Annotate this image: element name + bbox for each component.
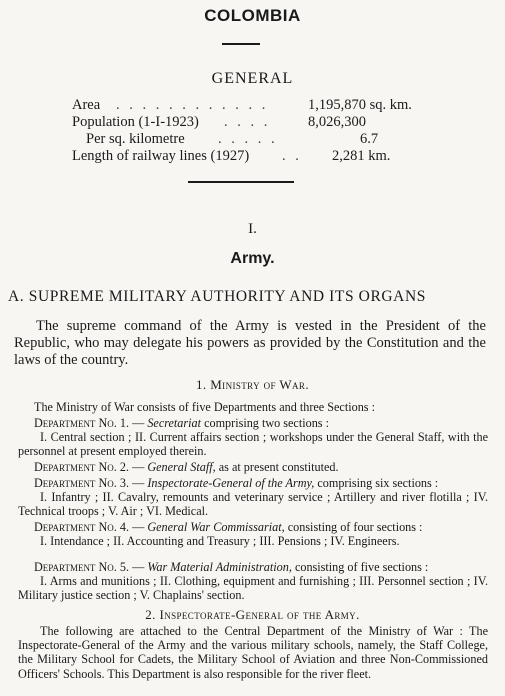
department-3-sections-text: I. Infantry ; II. Cavalry, remounts and veterinary service ; Artillery and river flotilla ; IV. Technical troops ; V. Air ; VI. Medical. bbox=[18, 490, 488, 519]
leader-dots: . . bbox=[282, 148, 302, 164]
stats-table bbox=[72, 97, 432, 165]
department-5-label: Department No. 5. bbox=[34, 560, 130, 574]
department-1-line: Department No. 1. — Secretariat comprising two sections : bbox=[34, 416, 329, 430]
department-3 bbox=[18, 476, 488, 519]
department-3-sections bbox=[18, 490, 488, 518]
department-1-rest: comprising two sections : bbox=[204, 416, 329, 430]
general-heading: GENERAL bbox=[211, 70, 294, 87]
department-1 bbox=[18, 416, 488, 459]
department-4-rest: consisting of four sections : bbox=[287, 520, 423, 534]
department-4-label: Department No. 4. bbox=[34, 520, 130, 534]
stat-row-population bbox=[72, 114, 432, 131]
ministry-intro bbox=[34, 400, 474, 414]
stat-row-railway bbox=[72, 148, 432, 165]
chapter-number: I. bbox=[248, 221, 257, 237]
ministry-intro-text: The Ministry of War consists of five Departments and three Sections : bbox=[34, 400, 375, 414]
inspectorate-heading: 2. Inspectorate-General of the Army. bbox=[145, 607, 360, 622]
department-2-name: General Staff, bbox=[147, 460, 216, 474]
leader-dots: . . . . . bbox=[218, 131, 278, 147]
department-3-rest: comprising six sections : bbox=[317, 476, 439, 490]
department-5-sections bbox=[18, 574, 488, 602]
stat-value: 8,026,300 bbox=[308, 114, 366, 130]
department-5-line: Department No. 5. — War Material Administration, consisting of five sections : bbox=[34, 560, 429, 574]
leader-dots: . . . . bbox=[224, 114, 271, 130]
department-4-line: Department No. 4. — General War Commissariat, consisting of four sections : bbox=[34, 520, 423, 534]
department-4-sections bbox=[18, 534, 488, 548]
department-1-name: Secretariat bbox=[147, 416, 202, 430]
department-3-line: Department No. 3. — Inspectorate-General of the Army, comprising six sections : bbox=[34, 476, 439, 490]
country-title: COLOMBIA bbox=[204, 6, 301, 25]
department-1-label: Department No. 1. bbox=[34, 416, 130, 430]
stat-value: 6.7 bbox=[360, 131, 379, 147]
ministry-heading: 1. Ministry of War. bbox=[196, 377, 309, 392]
department-5-rest: consisting of five sections : bbox=[294, 560, 429, 574]
section-a-heading: A. SUPREME MILITARY AUTHORITY AND ITS ORGANS bbox=[8, 288, 426, 305]
department-4 bbox=[18, 520, 488, 548]
stat-label: Length of railway lines (1927) bbox=[72, 148, 250, 164]
department-3-name: Inspectorate-General of the Army, bbox=[147, 476, 315, 490]
department-2-label: Department No. 2. bbox=[34, 460, 130, 474]
department-2-rest: as at present constituted. bbox=[218, 460, 339, 474]
department-4-name: General War Commissariat, bbox=[147, 520, 285, 534]
leader-dots: . . . . . . . . . . . . bbox=[116, 97, 269, 113]
stat-value: 2,281 km. bbox=[332, 148, 391, 164]
department-5-name: War Material Administration, bbox=[147, 560, 292, 574]
department-1-sections bbox=[18, 430, 488, 458]
stat-row-area bbox=[72, 97, 432, 114]
department-1-sections-text: I. Central section ; II. Current affairs section ; workshops under the General Staff, with the personnel at present employed therein. bbox=[18, 430, 488, 459]
department-3-label: Department No. 3. bbox=[34, 476, 130, 490]
stat-label: Population (1-I-1923) bbox=[72, 114, 199, 130]
section-a-text: The supreme command of the Army is vested in the President of the Republic, who may delegate his powers as provided by the Constitution and the laws of the country. bbox=[14, 318, 486, 368]
stat-label: Area bbox=[72, 97, 101, 113]
stat-label: Per sq. kilometre bbox=[86, 131, 185, 147]
chapter-title: Army. bbox=[230, 250, 275, 267]
department-2: Department No. 2. — General Staff, as at present constituted. bbox=[34, 460, 339, 474]
inspectorate-paragraph bbox=[18, 624, 488, 681]
general-rule bbox=[188, 181, 294, 183]
stat-row-density bbox=[72, 131, 432, 148]
inspectorate-text: The following are attached to the Central Department of the Ministry of War : The Inspectorate-General of the Army and the various military schools, namely, the Staff College, the Military School for Cadets, the Military School of Aviation and three Non-Commissioned Officers' Schools. This Department is also responsible for the river fleet. bbox=[18, 624, 488, 681]
stat-value: 1,195,870 sq. km. bbox=[308, 97, 412, 113]
title-rule bbox=[222, 43, 260, 45]
department-5-sections-text: I. Arms and munitions ; II. Clothing, equipment and furnishing ; III. Personnel section ; IV. Military justice section ; V. Chaplains' section. bbox=[18, 574, 488, 603]
department-5 bbox=[18, 560, 488, 603]
department-4-sections-text: I. Intendance ; II. Accounting and Treasury ; III. Pensions ; IV. Engineers. bbox=[40, 534, 400, 549]
section-a-paragraph bbox=[14, 318, 486, 369]
